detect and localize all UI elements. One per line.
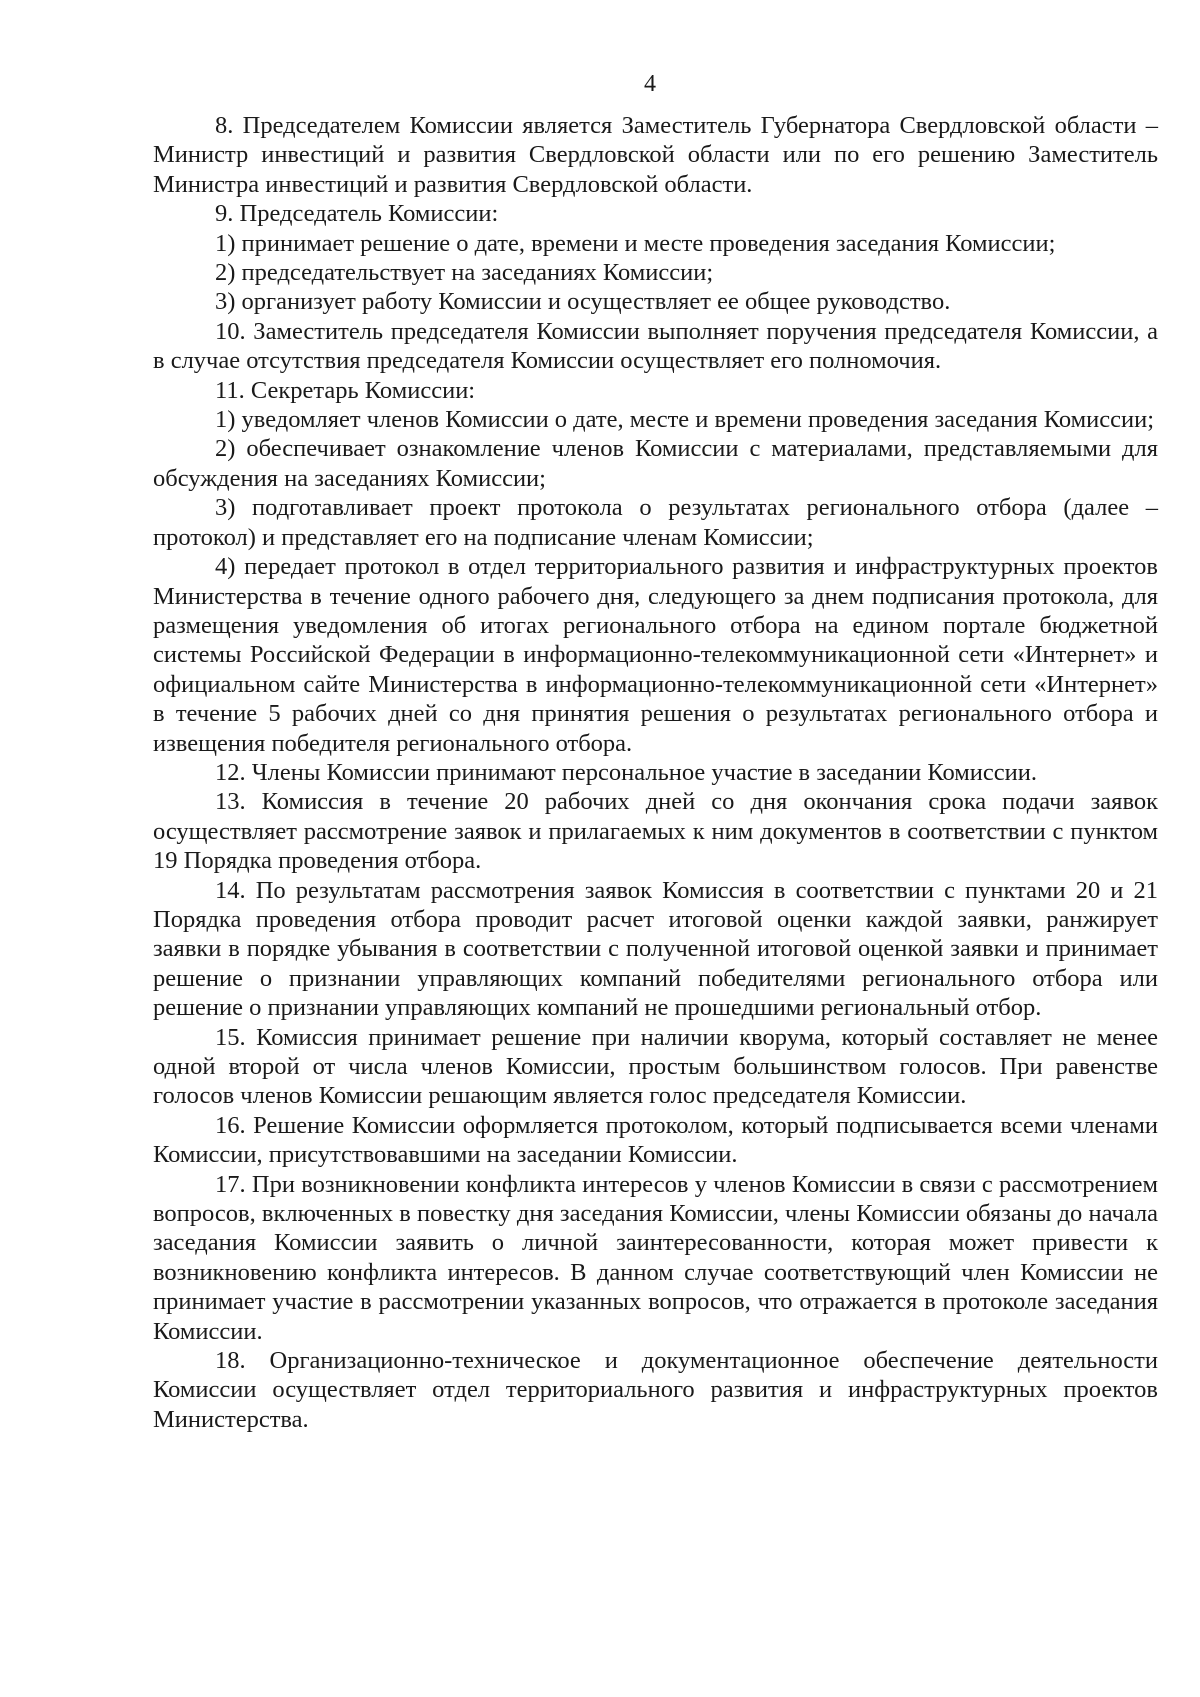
paragraph-10-deputy-chairman: 10. Заместитель председателя Комиссии выполняет поручения председателя Комиссии, а в случае отсутствия председателя Комиссии осуществляет его полномочия. [153,317,1158,375]
paragraph-12-members-participation: 12. Члены Комиссии принимают персональное участие в заседании Комиссии. [215,758,1037,786]
paragraph-14-review-results: 14. По результатам рассмотрения заявок Комиссия в соответствии с пунктами 20 и 21 Порядка проведения отбора проводит расчет итоговой оценки каждой заявки, ранжирует заявки в порядке убывания в соответствии с полученной итоговой оценкой заявки и принимает решение о признании управляющих компаний победителями регионального отбора или решение о признании управляющих компаний не прошедшими региональный отбор. [153,876,1158,1022]
paragraph-17-conflict-of-interest: 17. При возникновении конфликта интересов у членов Комиссии в связи с рассмотрением вопросов, включенных в повестку дня заседания Комиссии, члены Комиссии обязаны до начала заседания Комиссии заявить о личной заинтересованности, которая может привести к возникновению конфликта интересов. В данном случае соответствующий член Комиссии не принимает участие в рассмотрении указанных вопросов, что отражается в протоколе заседания Комиссии. [153,1170,1158,1345]
paragraph-11-item-1: 1) уведомляет членов Комиссии о дате, месте и времени проведения заседания Комиссии; [215,406,1155,434]
paragraph-11-secretary: 11. Секретарь Комиссии: [215,376,476,404]
paragraph-16-decision-protocol: 16. Решение Комиссии оформляется протоколом, который подписывается всеми членами Комиссии, присутствовавшими на заседании Комиссии. [153,1111,1158,1169]
paragraph-11-item-3: 3) подготавливает проект протокола о результатах регионального отбора (далее – протокол) и представляет его на подписание членам Комиссии; [153,494,1158,551]
paragraph-15-quorum: 15. Комиссия принимает решение при наличии кворума, который составляет не менее одной второй от числа членов Комиссии, простым большинством голосов. При равенстве голосов членов Комиссии решающим является голос председателя Комиссии. [153,1023,1158,1110]
paragraph-9-chairman-duties: 9. Председатель Комиссии: [215,200,499,228]
paragraph-11-item-2: 2) обеспечивает ознакомление членов Комиссии с материалами, представляемыми для обсуждения на заседаниях Комиссии; [153,435,1158,492]
paragraph-13-review-period: 13. Комиссия в течение 20 рабочих дней со дня окончания срока подачи заявок осуществляет рассмотрение заявок и прилагаемых к ним документов в соответствии с пунктом 19 Порядка проведения отбора. [153,788,1158,875]
document-body [153,111,1158,1434]
page-number: 4 [644,71,656,97]
paragraph-18-organizational-support: 18. Организационно-техническое и документационное обеспечение деятельности Комиссии осуществляет отдел территориального развития и инфраструктурных проектов Министерства. [153,1347,1158,1433]
paragraph-9-item-1: 1) принимает решение о дате, времени и месте проведения заседания Комиссии; [215,229,1056,257]
paragraph-9-item-2: 2) председательствует на заседаниях Комиссии; [215,259,714,287]
paragraph-8-chairman: 8. Председателем Комиссии является Заместитель Губернатора Свердловской области – Министр инвестиций и развития Свердловской области или по его решению Заместитель Министра инвестиций и развития Свердловской области. [153,112,1158,198]
paragraph-9-item-3: 3) организует работу Комиссии и осуществляет ее общее руководство. [215,288,951,316]
paragraph-11-item-4: 4) передает протокол в отдел территориального развития и инфраструктурных проектов Министерства в течение одного рабочего дня, следующего за днем подписания протокола, для размещения уведомления об итогах регионального отбора на едином портале бюджетной системы Российской Федерации в информационно-телекоммуникационной сети «Интернет» и официальном сайте Министерства в информационно-телекоммуникационной сети «Интернет» в течение 5 рабочих дней со дня принятия решения о результатах регионального отбора и извещения победителя регионального отбора. [153,553,1158,757]
